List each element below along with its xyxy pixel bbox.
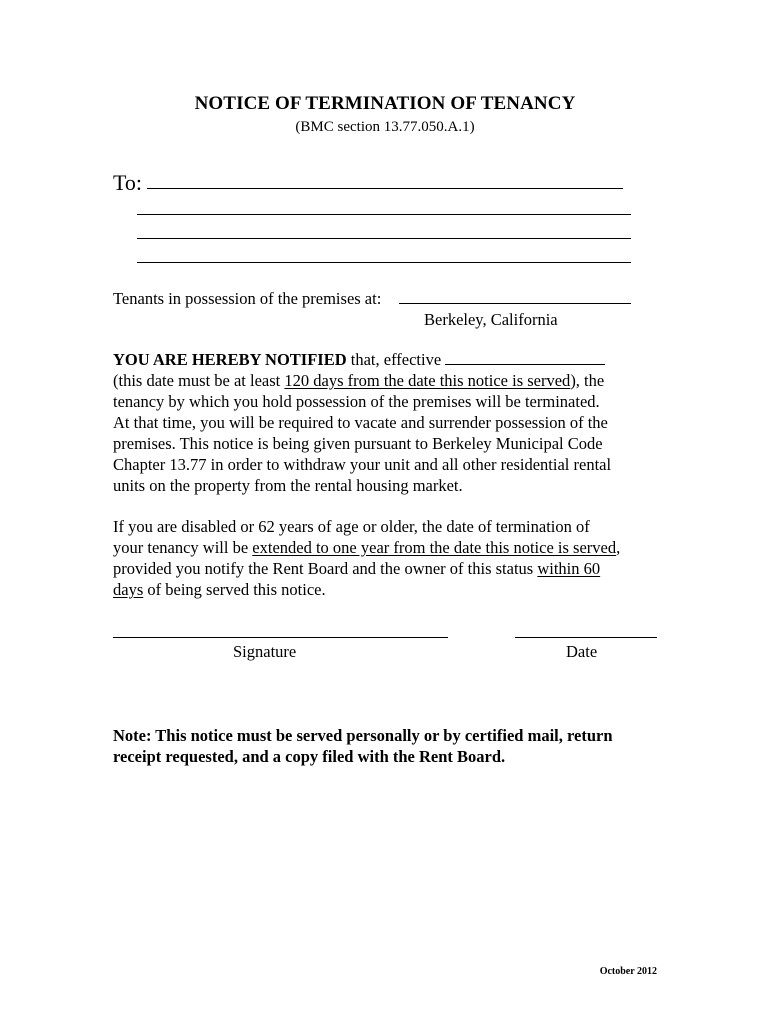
premises-label: Tenants in possession of the premises at: xyxy=(113,289,382,308)
effective-date-field[interactable] xyxy=(445,349,605,365)
notice-line-2-post: ), the xyxy=(570,371,605,390)
disabled-line-2 xyxy=(113,537,673,558)
disabled-within-60: within 60 xyxy=(537,559,601,578)
disabled-line-2-pre: your tenancy will be xyxy=(113,538,253,557)
to-address-line-2[interactable] xyxy=(137,214,631,215)
to-label: To: xyxy=(113,170,143,195)
notice-120-days: 120 days from the date this notice is served xyxy=(284,371,571,390)
notice-paragraph xyxy=(113,349,673,496)
note-line-2: receipt requested, and a copy filed with the Rent Board. xyxy=(113,747,506,766)
notice-line-2 xyxy=(113,370,673,391)
disabled-extension: extended to one year from the date this notice is served xyxy=(252,538,617,557)
notice-line-2-pre: (this date must be at least xyxy=(113,371,285,390)
disabled-line-3-pre: provided you notify the Rent Board and the owner of this status xyxy=(113,559,538,578)
disabled-line-3 xyxy=(113,558,673,579)
notice-bold-lead: YOU ARE HEREBY NOTIFIED xyxy=(113,350,347,369)
premises-city: Berkeley, California xyxy=(424,310,558,329)
notice-line-1 xyxy=(113,349,673,370)
to-address-line-4[interactable] xyxy=(137,262,631,263)
notice-line-4: At that time, you will be required to vacate and surrender possession of the xyxy=(113,413,608,432)
to-address-line-3[interactable] xyxy=(137,238,631,239)
disabled-line-4-post: of being served this notice. xyxy=(143,580,326,599)
notice-line-7: units on the property from the rental housing market. xyxy=(113,476,463,495)
premises-address-line[interactable] xyxy=(399,303,631,304)
page-title: NOTICE OF TERMINATION OF TENANCY xyxy=(194,93,576,114)
disabled-days: days xyxy=(113,580,144,599)
signature-line[interactable] xyxy=(113,637,448,638)
notice-line-1-rest: that, effective xyxy=(346,350,446,369)
date-label: Date xyxy=(566,642,598,661)
footer-date: October 2012 xyxy=(599,966,657,977)
disabled-line-1: If you are disabled or 62 years of age or older, the date of termination of xyxy=(113,517,590,536)
notice-line-3: tenancy by which you hold possession of the premises will be terminated. xyxy=(113,392,600,411)
notice-line-5: premises. This notice is being given pursuant to Berkeley Municipal Code xyxy=(113,434,603,453)
signature-label: Signature xyxy=(233,642,297,661)
page-subtitle: (BMC section 13.77.050.A.1) xyxy=(295,119,475,135)
disabled-line-4 xyxy=(113,579,673,600)
note-line-1: Note: This notice must be served personally or by certified mail, return xyxy=(113,726,613,745)
disabled-line-2-post: , xyxy=(616,538,621,557)
notice-line-6: Chapter 13.77 in order to withdraw your unit and all other residential rental xyxy=(113,455,612,474)
date-line[interactable] xyxy=(515,637,657,638)
note-paragraph xyxy=(113,725,673,767)
disabled-paragraph xyxy=(113,516,673,600)
to-address-line-1[interactable] xyxy=(147,188,623,189)
